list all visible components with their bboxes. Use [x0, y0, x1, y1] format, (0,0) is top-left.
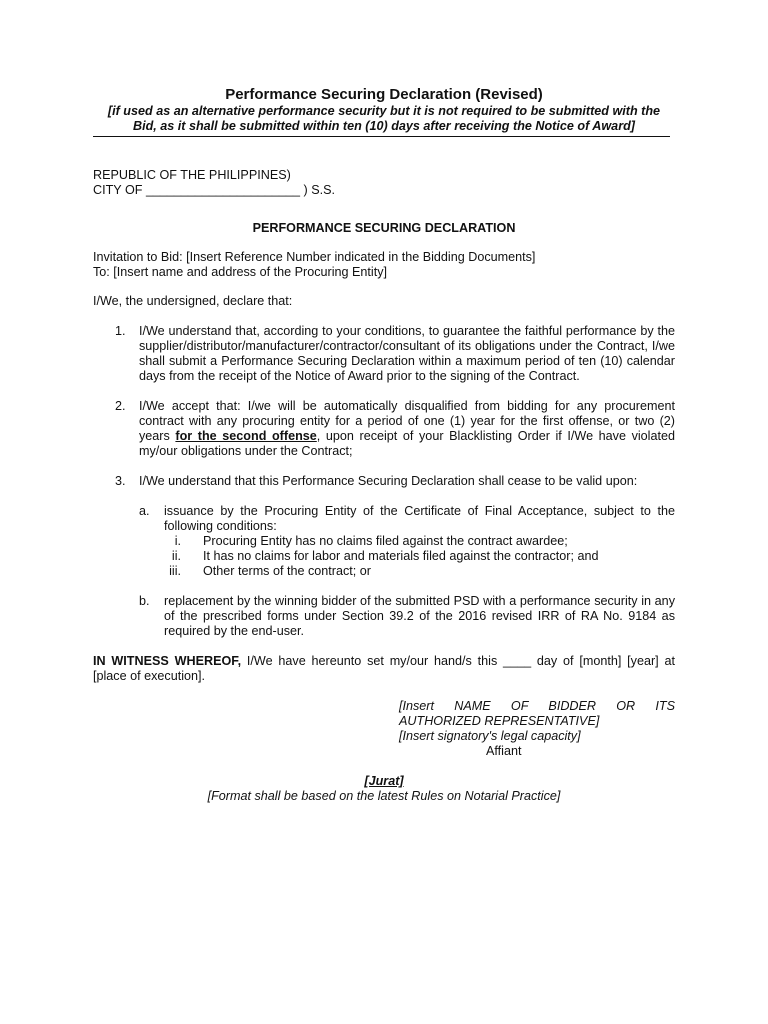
emphasis-second-offense: for the second offense: [175, 429, 317, 443]
addressee-line: To: [Insert name and address of the Procuring Entity]: [93, 265, 388, 279]
condition-iii: [93, 564, 675, 579]
document-title: Performance Securing Declaration (Revised): [225, 86, 543, 103]
document-subtitle-line-1: [if used as an alternative performance security but it is not required to be submitted with the: [107, 104, 661, 118]
declaration-caption: PERFORMANCE SECURING DECLARATION: [252, 221, 516, 235]
document-page: [93, 86, 675, 804]
item-text-start: I/We accept that: I/we will be automatically disqualified from bidding for any procurement contract with any procuring entity for a period of one (1) year for the first offense, or two (2) years: [139, 399, 675, 443]
item-number: 3.: [115, 474, 126, 488]
declaration-item-2: [93, 399, 675, 459]
declaration-item-3: [93, 474, 675, 489]
affiant-label: Affiant: [486, 744, 522, 758]
condition-number: i.: [174, 534, 181, 548]
jurat-note: [Format shall be based on the latest Rules on Notarial Practice]: [207, 789, 561, 803]
subitem-a: [93, 504, 675, 534]
document-subtitle-line-2: Bid, as it shall be submitted within ten (10) days after receiving the Notice of Award]: [133, 119, 635, 133]
jurat-label: [Jurat]: [364, 774, 404, 788]
witness-lead: IN WITNESS WHEREOF,: [93, 654, 242, 668]
condition-text: It has no claims for labor and materials filed against the contractor; and: [203, 549, 599, 563]
venue-line-1: REPUBLIC OF THE PHILIPPINES): [93, 168, 291, 182]
item-number: 1.: [115, 324, 126, 338]
header-divider: [93, 136, 670, 137]
signatory-capacity: [Insert signatory's legal capacity]: [399, 729, 581, 743]
item-text: I/We understand that, according to your conditions, to guarantee the faithful performance by the supplier/distributor/manufacturer/contractor/consultant of its obligations under the Contract, I/we shall submit a Performance Securing Declaration within a maximum period of ten (10) calendar days from the receipt of the Notice of Award prior to the signing of the Contract.: [139, 324, 675, 383]
condition-text: Other terms of the contract; or: [203, 564, 371, 578]
subitem-text: replacement by the winning bidder of the submitted PSD with a performance security in any of the prescribed forms under Section 39.2 of the 2016 revised IRR of RA No. 9184 as required by the end-user.: [164, 594, 675, 638]
item-text-end: , upon receipt of your Blacklisting Order if I/We have violated my/our obligations under the Contract;: [139, 429, 675, 458]
subitem-letter: a.: [139, 504, 150, 518]
condition-text: Procuring Entity has no claims filed against the contract awardee;: [203, 534, 568, 548]
witness-text: I/We have hereunto set my/our hand/s this ____ day of [month] [year] at [place of execution].: [93, 654, 675, 683]
condition-number: iii.: [169, 564, 181, 578]
intro-line: I/We, the undersigned, declare that:: [93, 294, 293, 308]
declaration-item-1: [93, 324, 675, 384]
invitation-line: Invitation to Bid: [Insert Reference Number indicated in the Bidding Documents]: [93, 250, 536, 264]
signatory-name: [Insert NAME OF BIDDER OR ITS AUTHORIZED REPRESENTATIVE]: [399, 699, 675, 728]
condition-i: [93, 534, 675, 549]
item-number: 2.: [115, 399, 126, 413]
subitem-letter: b.: [139, 594, 150, 608]
subitem-b: [93, 594, 675, 639]
venue-line-2: CITY OF ______________________ ) S.S.: [93, 183, 336, 197]
item-text: I/We understand that this Performance Securing Declaration shall cease to be valid upon:: [139, 474, 638, 488]
condition-number: ii.: [171, 549, 181, 563]
subitem-text: issuance by the Procuring Entity of the Certificate of Final Acceptance, subject to the following conditions:: [164, 504, 675, 533]
condition-ii: [93, 549, 675, 564]
witness-clause: [93, 654, 675, 684]
